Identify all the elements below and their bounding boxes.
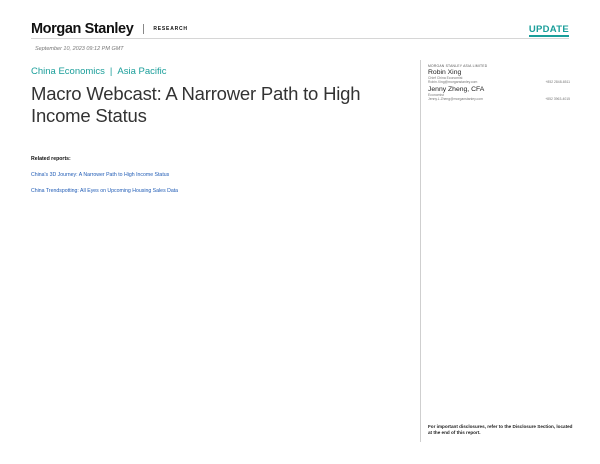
analyst-name: Jenny Zheng, CFA	[428, 86, 485, 93]
brand-header	[31, 21, 188, 37]
brand-divider	[143, 24, 144, 34]
analyst-email[interactable]: Robin.Xing@morganstanley.com	[428, 80, 478, 84]
report-title: Macro Webcast: A Narrower Path to High Income Status	[31, 83, 361, 126]
firm-name: MORGAN STANLEY ASIA LIMITED	[428, 64, 488, 68]
sidebar-divider	[420, 60, 421, 442]
analyst-phone: +852 2848-6511	[545, 80, 570, 84]
update-badge: UPDATE	[528, 24, 569, 35]
analyst-phone: +852 3963-4015	[545, 97, 570, 101]
header-divider	[31, 38, 569, 39]
publish-date: September 10, 2023 09:12 PM GMT	[35, 46, 124, 52]
division-label: RESEARCH	[153, 26, 188, 32]
related-report-link[interactable]: China's 3D Journey: A Narrower Path to High Income Status	[31, 172, 170, 178]
topic-secondary: Asia Pacific	[117, 66, 167, 77]
related-report-link[interactable]: China Trendspotting: All Eyes on Upcoming Housing Sales Data	[31, 188, 179, 194]
analyst-contact-row	[428, 80, 570, 84]
report-topic	[31, 66, 167, 77]
topic-primary: China Economics	[31, 66, 105, 77]
analyst-contact-row	[428, 97, 570, 101]
topic-separator: |	[109, 66, 113, 77]
brand-logo: Morgan Stanley	[31, 21, 134, 37]
analyst-role: Chief China Economist	[428, 76, 463, 80]
analyst-name: Robin Xing	[428, 69, 462, 76]
analyst-email[interactable]: Jenny.L.Zheng@morganstanley.com	[428, 97, 483, 101]
analyst-contact	[428, 69, 570, 84]
analyst-sidebar	[428, 64, 570, 103]
analyst-contact	[428, 86, 570, 101]
related-reports-heading: Related reports:	[31, 156, 71, 162]
analyst-role: Economist	[428, 93, 444, 97]
disclosure-note: For important disclosures, refer to the Disclosure Section, located at the end of this report.	[428, 424, 573, 435]
